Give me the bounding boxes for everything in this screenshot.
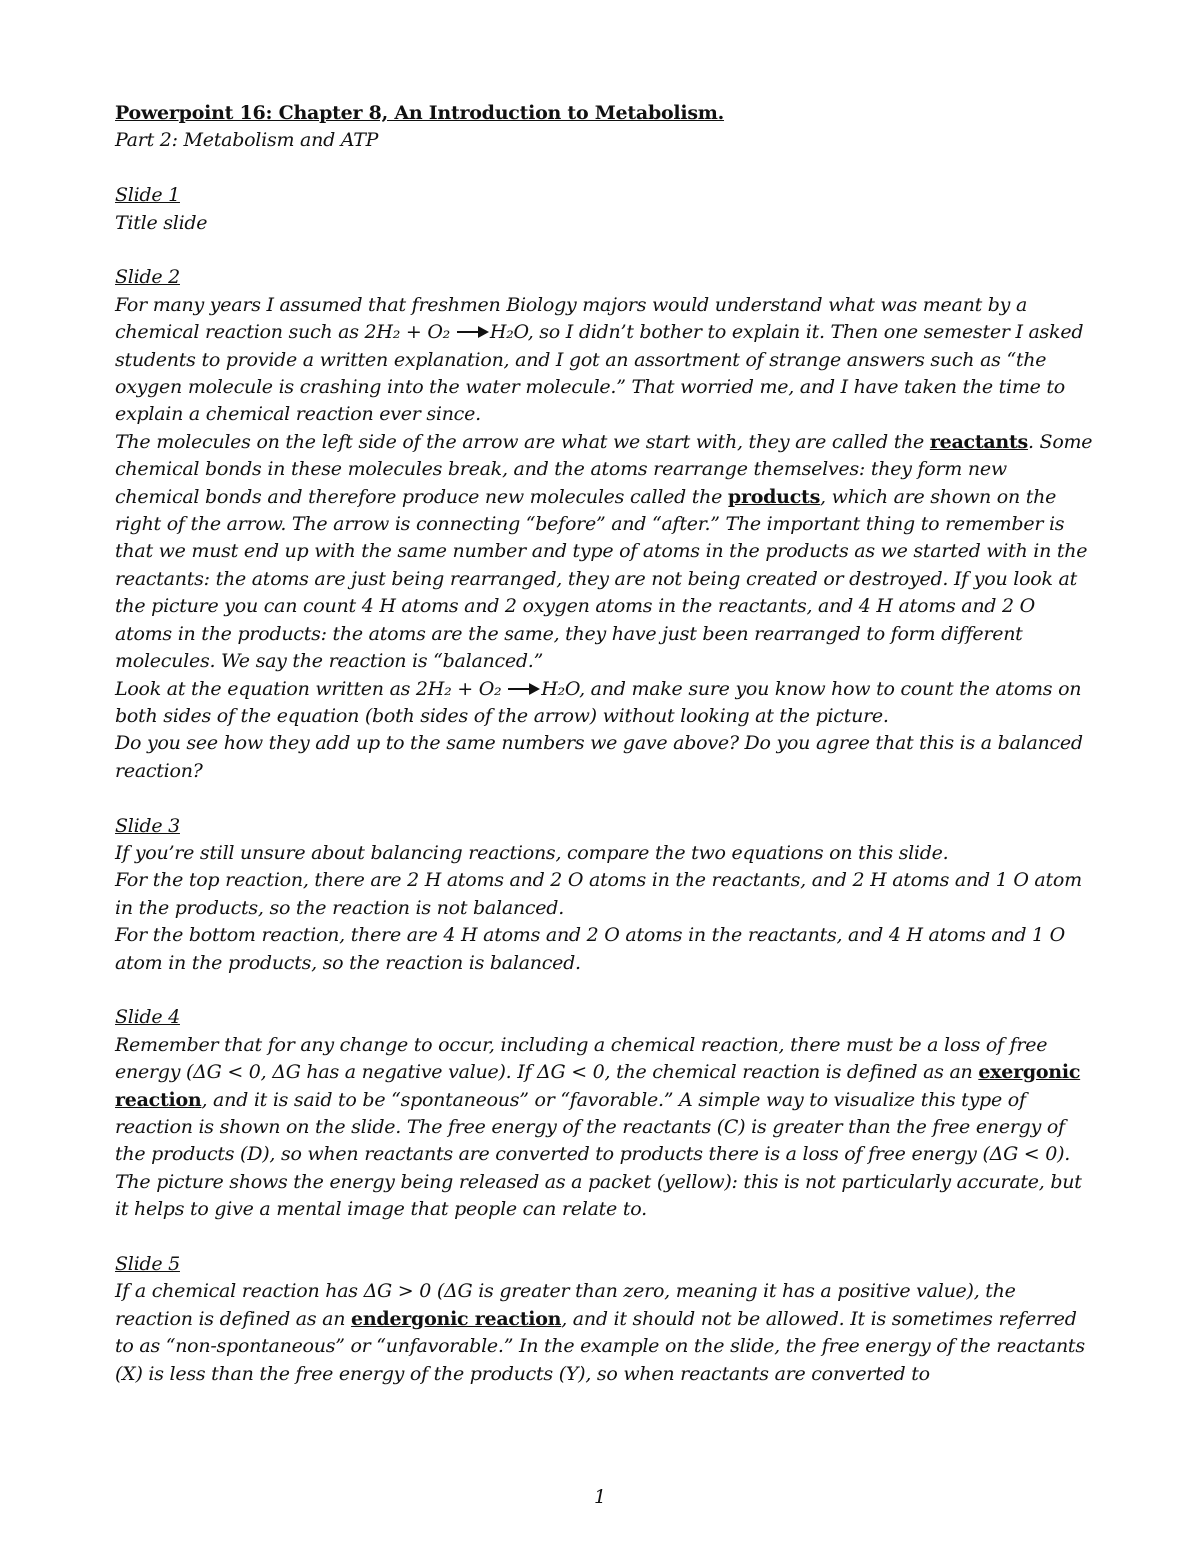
slide-1-notes — [115, 182, 1095, 237]
slide-5-notes — [115, 1251, 1095, 1388]
slide-heading: Slide 2 — [115, 266, 180, 289]
text-run: H₂O, and make sure you know how to count the atoms on both sides of the equation (both sides of the arrow) without looking at the picture. — [115, 677, 1082, 727]
slide-paragraph — [115, 429, 1095, 676]
text-run: For many years I assumed that freshmen Biology majors would understand what was meant by a chemical reaction such as 2H₂ + O₂ — [115, 293, 1028, 344]
text-run: Look at the equation written as 2H₂ + O₂ — [115, 677, 508, 700]
reaction-arrow-icon — [507, 682, 541, 696]
slide-paragraph — [115, 676, 1095, 731]
key-term-endergonic: endergonic reaction — [351, 1307, 562, 1330]
document-title: Powerpoint 16: Chapter 8, An Introduction to Metabolism. — [115, 102, 725, 124]
slide-paragraph: Do you see how they add up to the same numbers we gave above? Do you agree that this is a balanced reaction? — [115, 732, 1083, 782]
text-run: Remember that for any change to occur, including a chemical reaction, there must be a loss of free energy (ΔG < 0, ΔG has a negative value). If ΔG < 0, the chemical reaction is defined as an — [115, 1033, 1048, 1084]
slide-text: Title slide — [115, 211, 208, 234]
slide-3-notes — [115, 813, 1095, 977]
text-run: , and it should not be allowed. It is sometimes referred to as “non-spontaneous” or “unfavorable.” In the example on the slide, the free energy of the reactants (X) is less than the free energy of the products (Y), so when reactants are converted to — [115, 1307, 1085, 1385]
text-run: The molecules on the left side of the arrow are what we start with, they are called the — [115, 430, 930, 453]
text-run: , and it is said to be “spontaneous” or “favorable.” A simple way to visualize this type of reaction is shown on the slide. The free energy of the reactants (C) is greater than the free energy of the products (D), so when reactants are converted to products there is a loss of free energy (ΔG < 0). The picture shows the energy being released as a packet (yellow): this is not particularly accurate, but it helps to give a mental image that people can relate to. — [115, 1088, 1082, 1221]
key-term-products: products — [727, 485, 821, 508]
slide-paragraph: If you’re still unsure about balancing reactions, compare the two equations on this slide. — [115, 841, 949, 864]
slide-paragraph: For the bottom reaction, there are 4 H atoms and 2 O atoms in the reactants, and 4 H atoms and 1 O atom in the products, so the reaction is balanced. — [115, 924, 1065, 974]
text-run: If a chemical reaction has ΔG > 0 (ΔG is greater than zero, meaning it has a positive value), the reaction is defined as an — [115, 1280, 1016, 1330]
slide-2-notes — [115, 264, 1095, 785]
slide-paragraph — [115, 1032, 1095, 1224]
slide-paragraph: For the top reaction, there are 2 H atoms and 2 O atoms in the reactants, and 2 H atoms and 1 O atom in the products, so the reaction is not balanced. — [115, 869, 1082, 919]
text-run: , which are shown on the right of the arrow. The arrow is connecting “before” and “after.” The important thing to remember is that we must end up with the same number and type of atoms in the products as we started with in the reactants: the atoms are just being rearranged, they are not being created or destroyed. If you look at the picture you can count 4 H atoms and 2 oxygen atoms in the reactants, and 4 H atoms and 2 O atoms in the products: the atoms are the same, they have just been rearranged to form different molecules. We say the reaction is “balanced.” — [115, 485, 1088, 673]
page-number: 1 — [593, 1486, 607, 1508]
document-body — [115, 100, 1095, 1388]
slide-4-notes — [115, 1004, 1095, 1223]
text-run: . Some chemical bonds in these molecules break, and the atoms rearrange themselves: they form new chemical bonds and therefore produce new molecules called the — [115, 430, 1093, 508]
slide-heading: Slide 4 — [115, 1006, 180, 1029]
key-term-exergonic: exergonic reaction — [115, 1061, 1081, 1111]
slide-heading: Slide 1 — [115, 184, 180, 207]
reaction-arrow-icon — [456, 325, 490, 339]
document-subtitle: Part 2: Metabolism and ATP — [115, 129, 379, 152]
slide-paragraph — [115, 292, 1095, 429]
key-term-reactants: reactants — [929, 430, 1028, 453]
slide-paragraph — [115, 1278, 1095, 1388]
text-run: H₂O, so I didn’t bother to explain it. Then one semester I asked students to provide a written explanation, and I got an assortment of strange answers such as “the oxygen molecule is crashing into the water molecule.” That worried me, and I have taken the time to explain a chemical reaction ever since. — [115, 321, 1084, 426]
slide-heading: Slide 5 — [115, 1252, 180, 1275]
slide-heading: Slide 3 — [115, 814, 180, 837]
